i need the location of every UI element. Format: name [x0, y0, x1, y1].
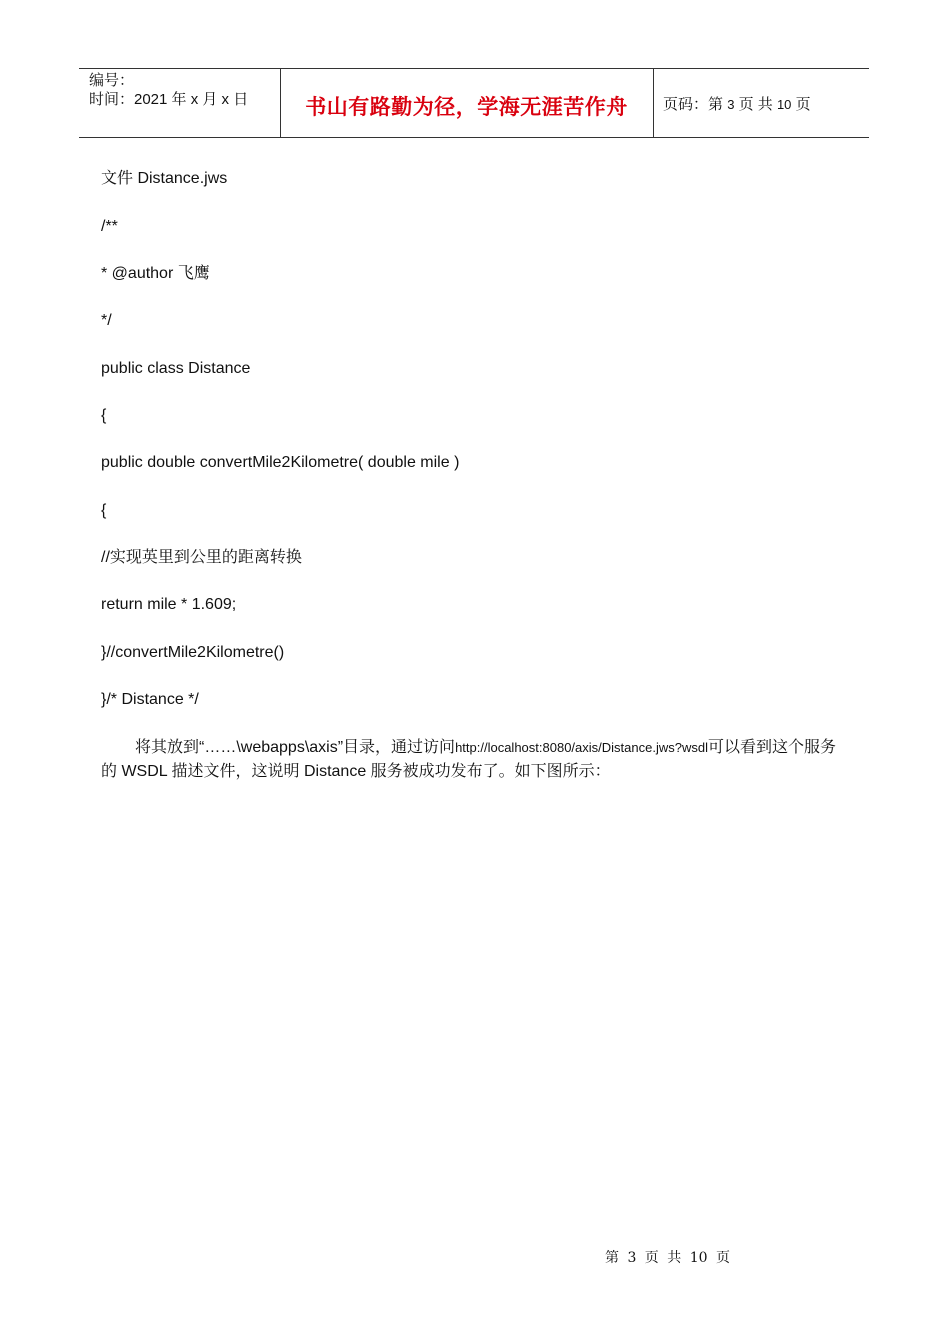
- file-caption: 文件 Distance.jws: [101, 170, 228, 187]
- header-meta-cell: [79, 69, 281, 137]
- serial-label: 编号：: [89, 72, 135, 89]
- header-motto-cell: [280, 69, 654, 137]
- date-label: 时间：2021 年 x 月 x 日: [89, 91, 249, 108]
- page-header: [79, 68, 869, 138]
- code-line: //实现英里到公里的距离转换: [101, 549, 302, 566]
- header-page-cell: [654, 69, 869, 137]
- code-line: */: [101, 312, 112, 329]
- page-total: 10: [776, 97, 792, 112]
- code-line: * @author 飞鹰: [101, 265, 210, 282]
- code-line: }//convertMile2Kilometre(): [101, 644, 285, 661]
- code-line: public class Distance: [101, 360, 251, 377]
- page-prefix: 页码：第: [663, 96, 724, 113]
- page-mid: 页 共: [738, 96, 773, 113]
- code-line: {: [101, 407, 107, 424]
- paragraph-text-1: 将其放到“……\webapps\axis”目录，通过访问: [135, 739, 456, 756]
- page-number-info: [663, 93, 811, 114]
- page-suffix: 页: [795, 96, 811, 113]
- code-line: /**: [101, 218, 118, 235]
- wsdl-url: http://localhost:8080/axis/Distance.jws?wsdl: [455, 740, 708, 755]
- code-line: return mile * 1.609;: [101, 596, 237, 613]
- page-current: 3: [727, 97, 735, 112]
- page-footer: 第 3 页 共 10 页: [605, 1250, 730, 1266]
- motto-text: 书山有路勤为径，学海无涯苦作舟: [305, 95, 628, 119]
- code-line: public double convertMile2Kilometre( double mile ): [101, 454, 460, 471]
- code-line: }/* Distance */: [101, 691, 199, 708]
- description-paragraph: [101, 736, 841, 784]
- paragraph-text-2: 可以看到这个服务的 WSDL 描述文件，这说明 Distance 服务被成功发布了。如下图所示：: [101, 739, 836, 780]
- code-line: {: [101, 502, 107, 519]
